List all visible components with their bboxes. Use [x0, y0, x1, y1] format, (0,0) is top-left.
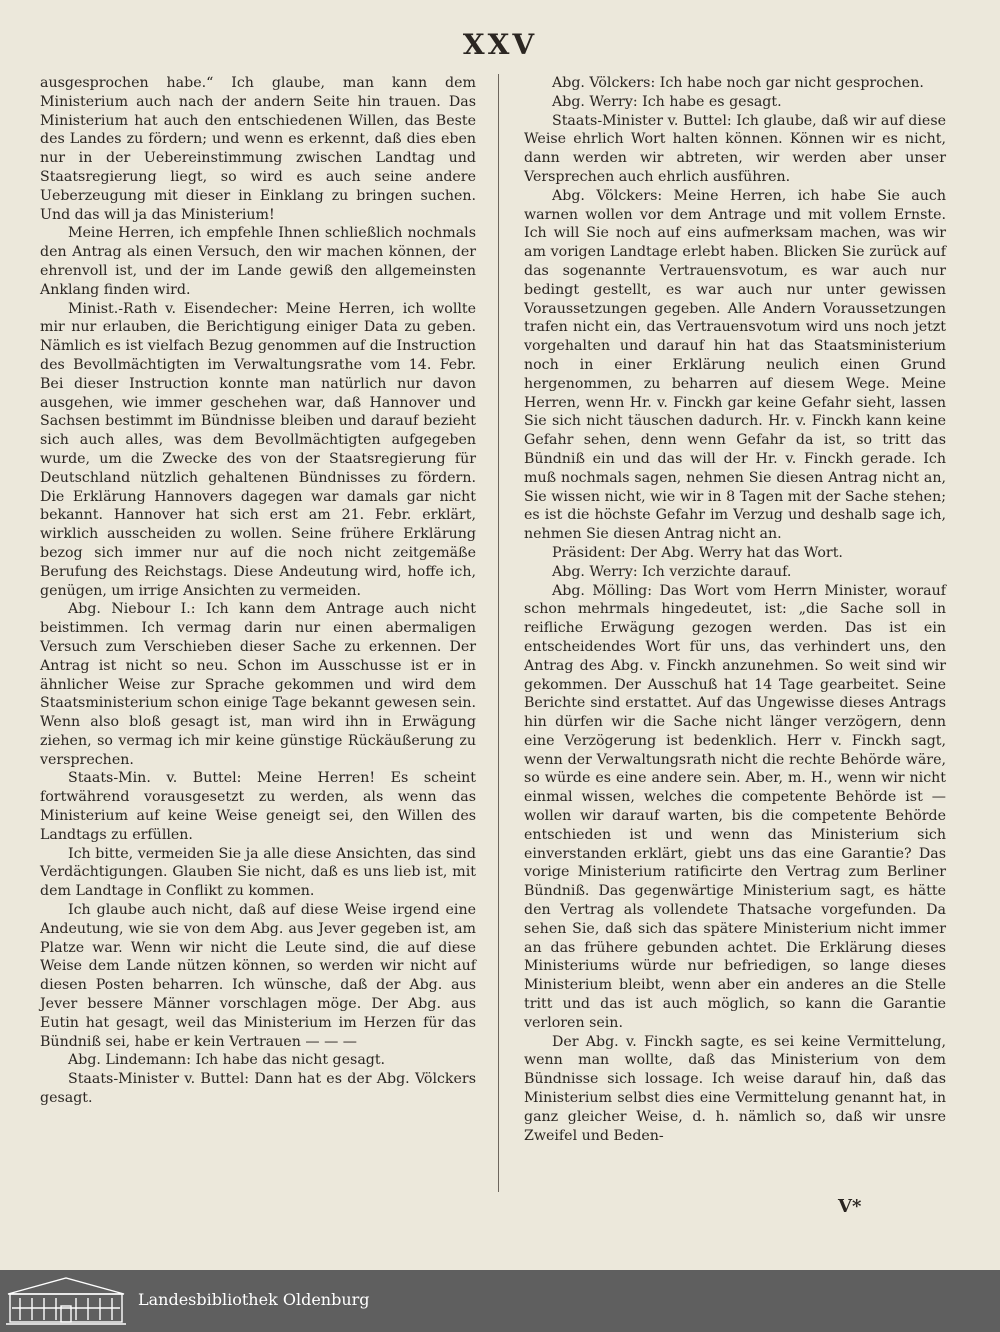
signature-mark: V*	[838, 1196, 862, 1217]
page-number: XXV	[462, 28, 538, 61]
paragraph: Staats-Minister v. Buttel: Dann hat es der Abg. Völckers gesagt.	[40, 1071, 476, 1107]
paragraph: Minist.-Rath v. Eisendecher: Meine Herren, ich wollte mir nur erlauben, die Berichtigung einiger Data zu geben. Nämlich es ist vielfach Bezug genommen auf die Instruction des Bevollmächtigten im Verwaltungsrathe vom 14. Febr. Bei dieser Instruction konnte man natürlich nur davon ausgehen, wie immer geschehen war, daß Hannover und Sachsen bestimmt im Bündnisse bleiben und darauf bezieht sich auch alles, was dem Bevollmächtigten aufgegeben wurde, um die Zwecke des von der Staatsregierung für Deutschland nützlich gehaltenen Bündnisses zu fördern. Die Erklärung Hannovers dagegen war damals gar nicht bekannt. Hannover hat sich erst am 21. Febr. erklärt, wirklich ausscheiden zu wollen. Seine frühere Erklärung bezog sich immer nur auf die noch nicht zeitgemäße Berufung des Reichstags. Diese Andeutung wird, hoffe ich, genügen, um irrige Ansichten zu vermeiden.	[40, 300, 476, 599]
paragraph: ausgesprochen habe.“ Ich glaube, man kann dem Ministerium auch nach der andern Seite hin trauen. Das Ministerium hat auch den entschiedenen Willen, das Beste des Landes zu fördern; und wenn es erkennt, daß dies eben nur in der Uebereinstimmung zwischen Landtag und Staatsregierung liegt, so wird es auch seine andere Ueberzeugung mit dieser in Einklang zu bringen suchen. Und das will ja das Ministerium!	[40, 75, 476, 223]
right-column	[524, 74, 946, 1145]
column-divider	[498, 74, 499, 1192]
paragraph: Präsident: Der Abg. Werry hat das Wort.	[552, 544, 843, 561]
left-column	[40, 74, 476, 1108]
paragraph: Staats-Minister v. Buttel: Ich glaube, daß wir auf diese Weise ehrlich Wort halten können. Können wir es nicht, dann werden wir abtreten, wir werden aber unser Versprechen auch ehrlich ausführen.	[524, 112, 946, 185]
paragraph: Abg. Mölling: Das Wort vom Herrn Minister, worauf schon mehrmals hingedeutet, ist: „die Sache soll in reifliche Erwägung gezogen werden. Das ist ein entscheidendes Wort für uns, das verhindert uns, den Antrag des Abg. v. Finckh anzunehmen. So weit sind wir gekommen. Der Ausschuß hat 14 Tage gearbeitet. Seine Berichte sind erstattet. Auf das Ungewisse dieses Antrags hin dürfen wir die Sache nicht länger verzögern, denn eine Verzögerung ist bedenklich. Herr v. Finckh sagt, wenn der Verwaltungsrath nicht die rechte Behörde wäre, so würde es eine andere sein. Aber, m. H., wenn wir nicht einmal wissen, welches die competente Behörde ist — wollen wir darauf warten, bis die competente Behörde entschieden ist und wenn das Ministerium sich einverstanden erklärt, giebt uns das eine Garantie? Das vorige Ministerium ratificirte den Vertrag zum Berliner Bündniß. Das gegenwärtige Ministerium sagt, es hätte den Vertrag als vollendete Thatsache vorgefunden. Da sehen Sie, daß sich das spätere Ministerium nicht immer an das frühere gebunden achtet. Die Erklärung dieses Ministeriums würde nur befriedigen, so lange dieses Ministerium bleibt, wenn aber ein anderes an die Stelle tritt und das ist auch möglich, so kann die Garantie verloren sein.	[524, 582, 946, 1031]
paragraph: Abg. Niebour I.: Ich kann dem Antrage auch nicht beistimmen. Ich vermag darin nur einen abermaligen Versuch zum Verschieben dieser Sache zu erkennen. Der Antrag ist nicht so neu. Schon im Ausschusse ist er in ähnlicher Weise zur Sprache gekommen und wird dem Staatsministerium schon einige Tage bekannt gewesen sein. Wenn also bloß gesagt ist, man wird ihn in Erwägung ziehen, so vermag ich mir keine günstige Rückäußerung zu versprechen.	[40, 601, 476, 768]
paragraph: Ich glaube auch nicht, daß auf diese Weise irgend eine Andeutung, wie sie von dem Abg. aus Jever gegeben ist, am Platze war. Wenn wir nicht die Leute sind, die auf diese Weise dem Lande nützen können, so werden wir nicht auf diesen Posten beharren. Ich wünsche, daß der Abg. aus Jever bessere Männer vorschlagen möge. Der Abg. aus Eutin hat gesagt, weil das Ministerium im Herzen für das Bündniß sei, habe er kein Vertrauen — — —	[40, 902, 476, 1050]
paragraph: Staats-Min. v. Buttel: Meine Herren! Es scheint fortwährend vorausgesetzt zu werden, als wenn das Ministerium auf keine Weise geneigt sei, den Willen des Landtags zu erfüllen.	[40, 770, 476, 843]
paragraph: Ich bitte, vermeiden Sie ja alle diese Ansichten, das sind Verdächtigungen. Glauben Sie nicht, daß es uns lieb ist, mit dem Landtage in Conflikt zu kommen.	[40, 845, 476, 900]
library-name: Landesbibliothek Oldenburg	[138, 1290, 370, 1309]
paragraph: Abg. Lindemann: Ich habe das nicht gesagt.	[68, 1052, 386, 1069]
paragraph: Abg. Werry: Ich verzichte darauf.	[552, 563, 792, 580]
paragraph: Abg. Völckers: Ich habe noch gar nicht gesprochen.	[552, 75, 924, 91]
paragraph: Abg. Werry: Ich habe es gesagt.	[552, 93, 782, 110]
library-building-icon[interactable]	[4, 1274, 128, 1328]
paragraph: Abg. Völckers: Meine Herren, ich habe Sie auch warnen wollen vor dem Antrage und mit vollem Ernste. Ich will Sie noch auf eins aufmerksam machen, was wir am vorigen Landtage erlebt haben. Blicken Sie zurück auf das sogenannte Vertrauensvotum, es war auch nur bedingt gestellt, es war auch nur unter gewissen Voraussetzungen gegeben. Alle Andern Voraussetzungen trafen nicht ein, das Vertrauensvotum wird uns noch jetzt vorgehalten und darauf hin hat das Staatsministerium noch in einer Erklärung neulich einen Grund hergenommen, zu beharren auf diesem Wege. Meine Herren, wenn Hr. v. Finckh gar keine Gefahr sieht, lassen Sie sich nicht täuschen dadurch. Hr. v. Finckh kann keine Gefahr sehen, denn wenn Gefahr da ist, so tritt das Bündniß ein und das will der Hr. v. Finckh gerade. Ich muß nochmals sagen, nehmen Sie diesen Antrag nicht an, Sie wissen nicht, wie wir in 8 Tagen mit der Sache stehen; es ist die höchste Gefahr im Verzug und deshalb sage ich, nehmen Sie diesen Antrag nicht an.	[524, 187, 946, 543]
library-footer	[0, 1270, 1000, 1332]
paragraph: Meine Herren, ich empfehle Ihnen schließlich nochmals den Antrag als einen Versuch, den wir machen können, der ehrenvoll ist, und der im Lande gewiß den allgemeinsten Anklang finden wird.	[40, 225, 476, 298]
paragraph: Der Abg. v. Finckh sagte, es sei keine Vermittelung, wenn man wollte, daß das Ministerium von dem Bündnisse sich lossage. Ich weise darauf hin, daß das Ministerium selbst dies eine Vermittelung genannt hat, in ganz gleicher Weise, d. h. nämlich so, daß wir unsre Zweifel und Beden-	[524, 1033, 946, 1144]
